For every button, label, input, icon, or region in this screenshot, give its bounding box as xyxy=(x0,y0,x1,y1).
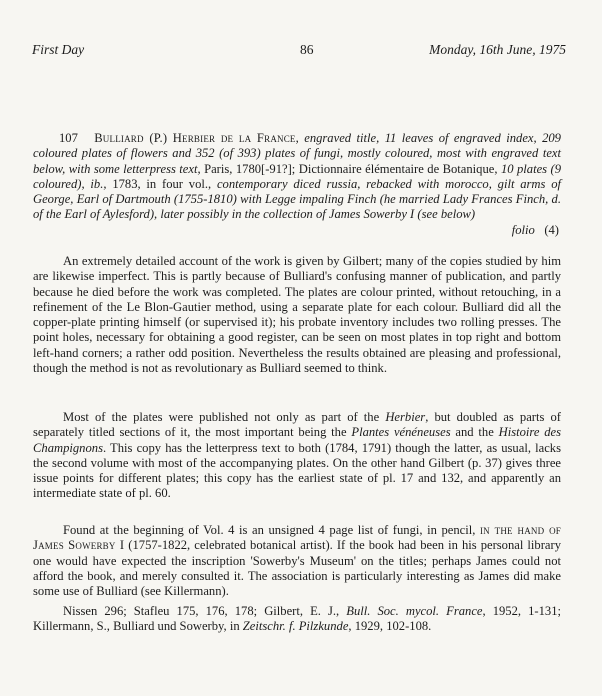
lot-desc-1: , engraved title, 11 leaves of engraved index, 209 coloured plates of flowers and 352 (of 393) plates of fungi, mostly coloured, most with engraved text below, with some letterpress text, xyxy=(33,131,561,176)
p4-text-c: , 1929, 102-108. xyxy=(348,619,432,634)
p2-text-b: , but doubled as parts of separately titled sections of it, the most important being the xyxy=(33,410,561,440)
lot-imprint-1: Paris, 1780[-91?]; Dictionnaire élémentaire de Botanique, xyxy=(200,161,501,176)
p2-text-d: . This copy has the letterpress text to both (1784, 1791) though the latter, as usual, lacks the second volume with most of the accompanying plates. On the other hand Gilbert (p. 37) gives three issue points for different plates; this copy has the earliest state of pl. 17 and 132, and apparently an intermediate state of pl. 60. xyxy=(33,440,561,501)
lot-imprint-2: 1783, in four vol., xyxy=(106,176,217,191)
lot-number: 107 xyxy=(59,131,78,145)
p2-text-a: Most of the plates were published not only as part of the xyxy=(63,410,386,424)
p4-text-b: , 1952, 1-131; Killermann, S., Bulliard und Sowerby, in xyxy=(33,604,561,634)
p2-text-c: and the xyxy=(450,425,499,440)
lot-desc-2: 10 plates (9 coloured), ib., xyxy=(33,161,561,191)
running-header xyxy=(32,42,566,62)
references-paragraph xyxy=(33,604,561,635)
p3-text-a: Found at the beginning of Vol. 4 is an unsigned 4 page list of fungi, in pencil, xyxy=(63,523,480,537)
p2-herbier: Herbier xyxy=(385,410,426,424)
note-paragraph-1: An extremely detailed account of the work is given by Gilbert; many of the copies studied by him are likewise imperfect. This is partly because of Bulliard's confusing manner of publication, and partly because he died before the work was completed. The plates are colour printed, without retouching, in a refinement of the Le Blon-Gautier method, using a separate plate for each colour. Bulliard did all the copper-plate printing himself (or supervised it); his probate inventory includes two rolling presses. The point holes, necessary for obtaining a good register, can be seen on most plates in top right and bottom left-hand corners; a rather odd position. Nevertheless the results obtained are pleasing and professional, though the method is not as revolutionary as Bulliard seemed to think. xyxy=(33,254,561,376)
lot-format-line xyxy=(33,223,561,238)
note-paragraph-3 xyxy=(33,523,561,599)
p4-bull-soc: Bull. Soc. mycol. France xyxy=(346,604,483,618)
lot-title: Herbier de la France xyxy=(172,131,296,145)
lot-description xyxy=(33,131,561,223)
lot-desc-3: contemporary diced russia, rebacked with morocco, gilt arms of George, Earl of Dartmouth (1755-1810) with Legge impaling Finch (he married Lady Frances Finch, d. of the Earl of Aylesford), later possibly in the collection of James Sowerby I (see below) xyxy=(33,176,561,222)
p3-provenance: in the hand of James Sowerby I xyxy=(33,523,561,553)
p4-text-a: Nissen 296; Stafleu 175, 176, 178; Gilbert, E. J., xyxy=(63,604,347,618)
lot-count: (4) xyxy=(544,222,559,237)
p4-zeitschr: Zeitschr. f. Pilzkunde xyxy=(242,619,349,634)
header-sale-date: Monday, 16th June, 1975 xyxy=(429,42,566,57)
lot-format: folio xyxy=(511,222,535,237)
lot-entry xyxy=(33,131,561,238)
p3-text-b: (1757-1822, celebrated botanical artist). If the book had been in his personal library one would have expected the inscription 'Sowerby's Museum' on the titles; perhaps James could not afford the book, and merely consulted it. The association is particularly interesting as James did make some use of Bulliard (see Killermann). xyxy=(33,538,561,599)
page-number: 86 xyxy=(300,42,314,57)
note-paragraph-2 xyxy=(33,410,561,502)
p2-histoire: Histoire des Champignons xyxy=(33,425,561,455)
p2-plantes: Plantes vénéneuses xyxy=(351,425,451,440)
lot-author: Bulliard (P.) xyxy=(94,131,168,145)
header-sale-day: First Day xyxy=(32,42,85,57)
